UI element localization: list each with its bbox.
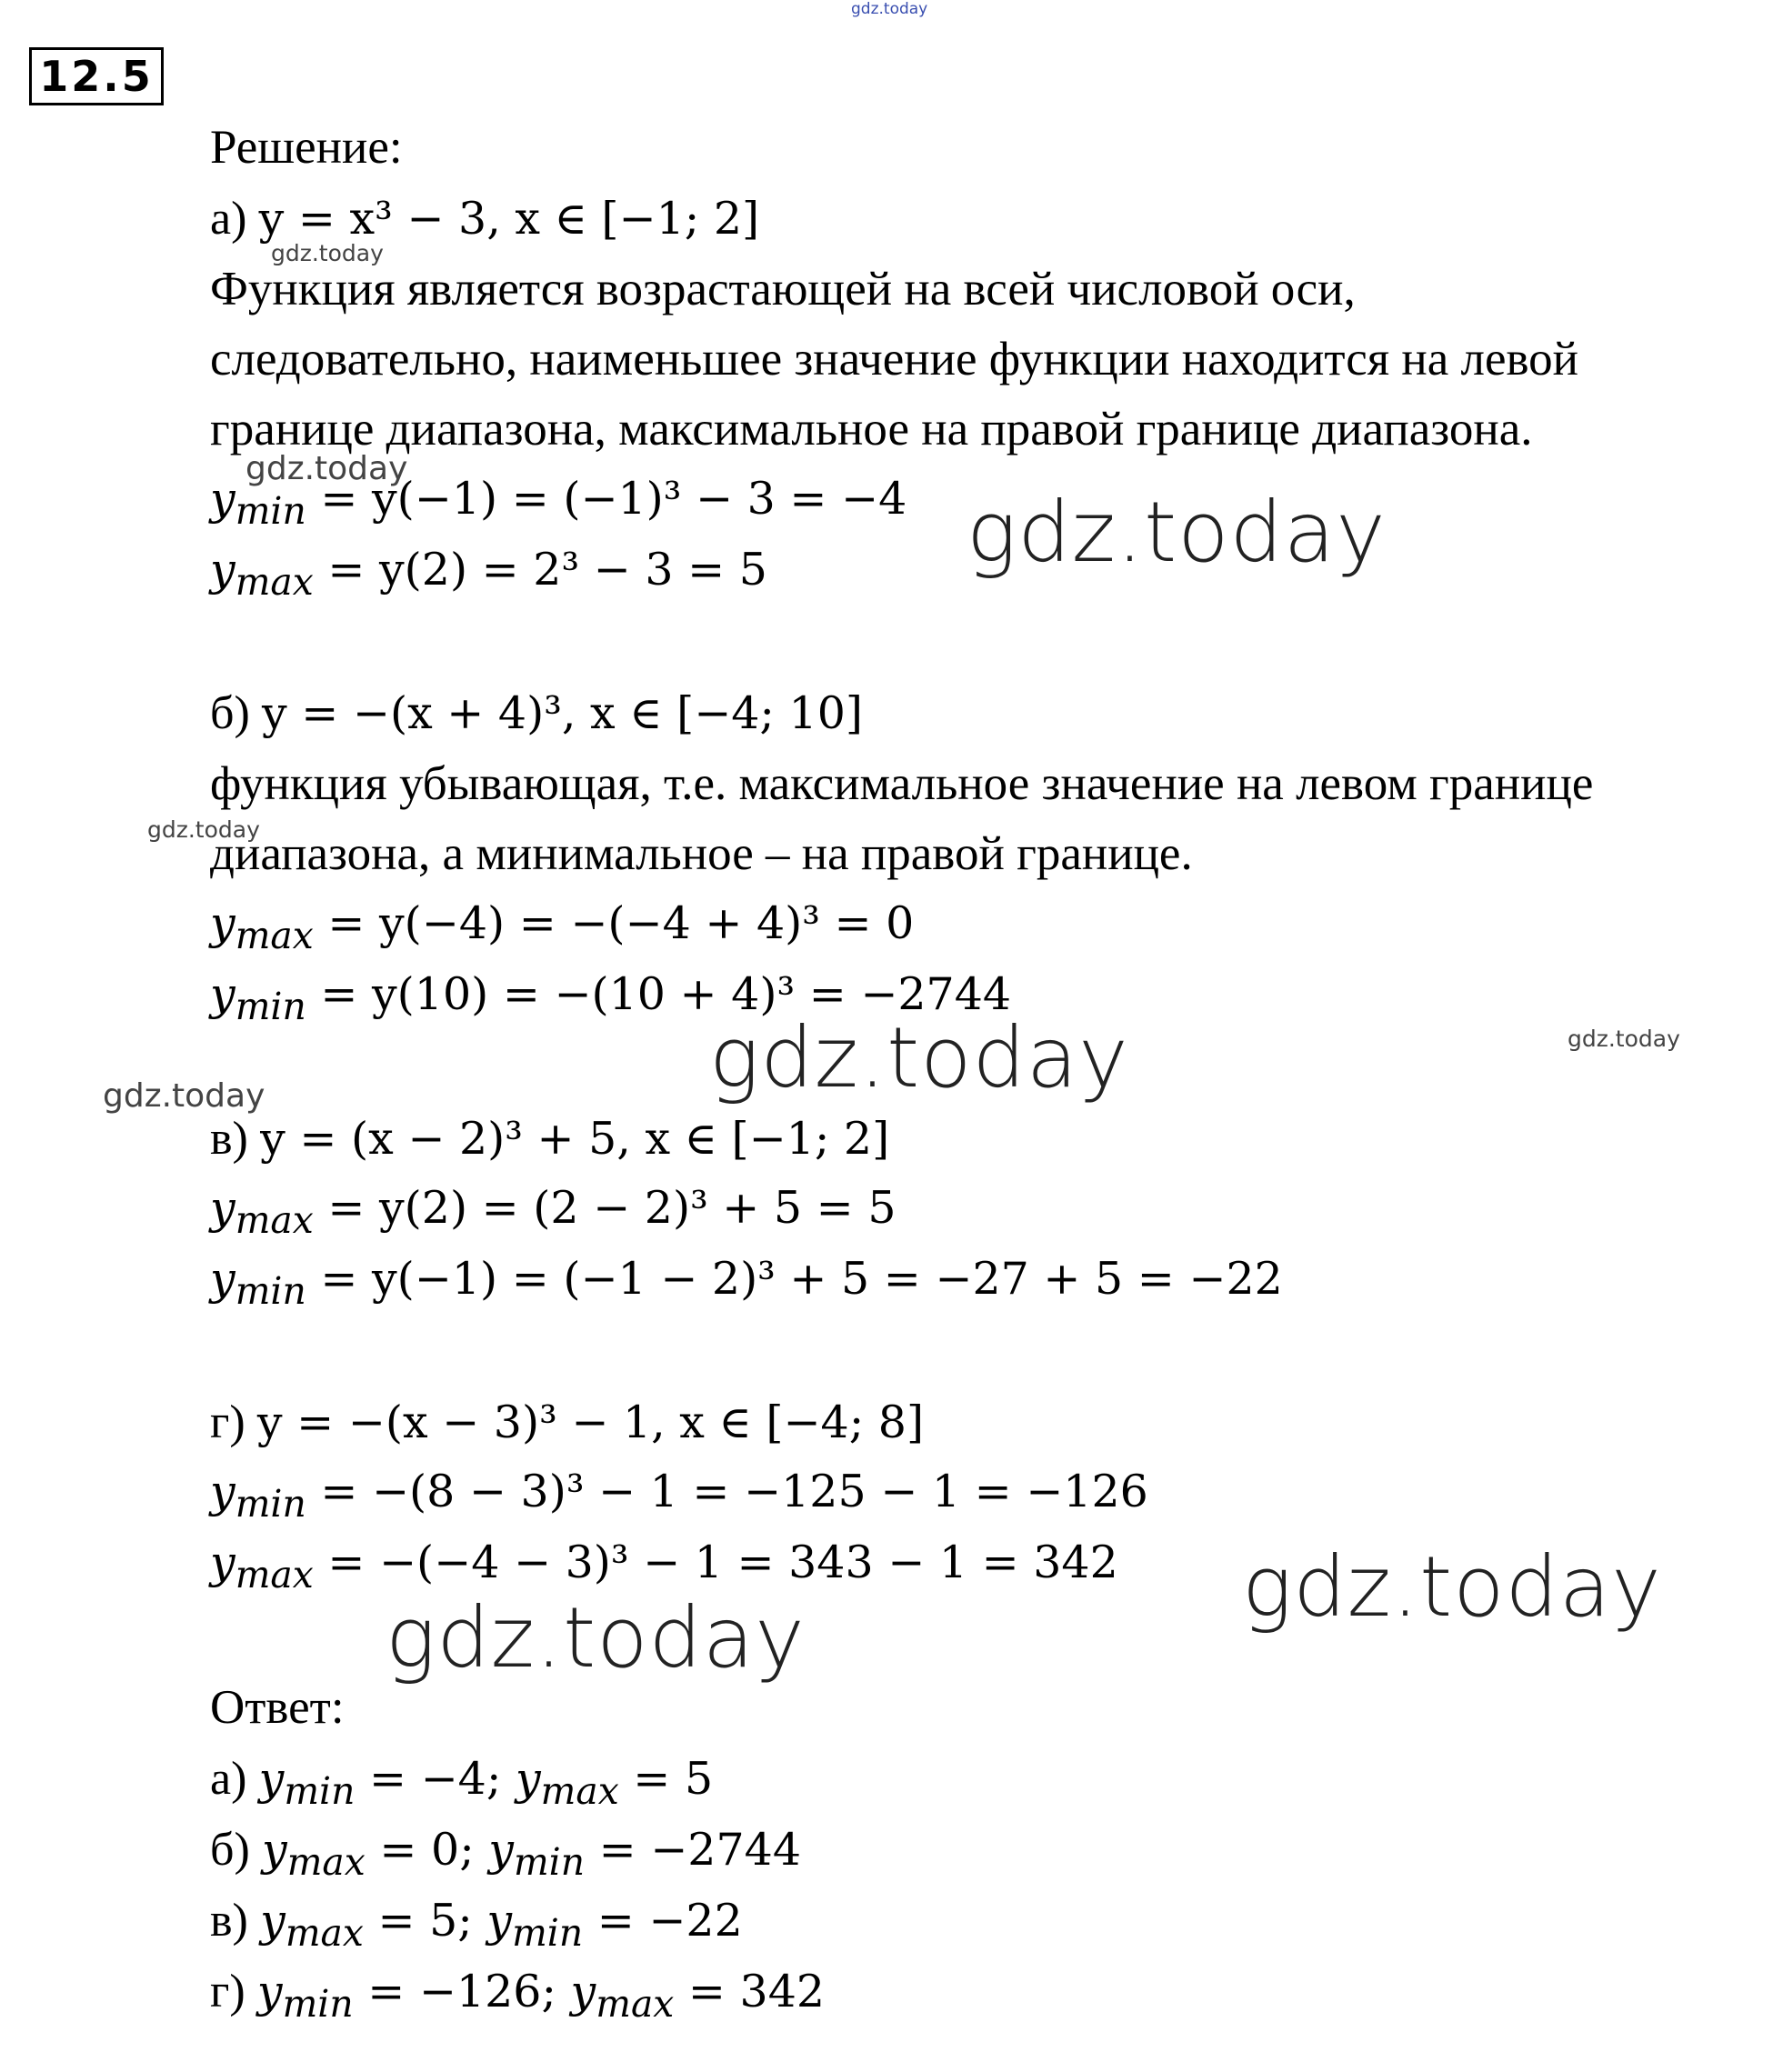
- part-c-statement: [210, 1115, 889, 1163]
- answer-b-max: = 0;: [365, 1824, 489, 1876]
- part-c-max-line: $y_{max} = y(2) = (2 - 2)^3 + 5 = 5$: [210, 1182, 897, 1242]
- part-c-function: y = (x − 2)³ + 5, x ∈ [−1; 2]: [260, 1113, 890, 1165]
- answer-c-max: = 5;: [363, 1895, 487, 1947]
- part-b-max-line: $y_{max} = y(-4) = -(-4 + 4)^3 = 0$: [210, 897, 915, 957]
- part-c-label: в): [210, 1113, 248, 1165]
- problem-number: 12.5: [29, 47, 164, 105]
- part-b-explanation-2: диапазона, а минимальное – на правой границе.: [210, 827, 1193, 880]
- part-a-max-line: $y_{max} = y(2) = 2^3 - 3 = 5$: [210, 544, 767, 604]
- part-a-statement: [210, 195, 759, 243]
- part-b-max-expr: = y(−4) = −(−4 + 4)³ = 0: [327, 897, 915, 949]
- watermark-large: gdz.today: [386, 1589, 806, 1687]
- part-a-explanation-1: Функция является возрастающей на всей числовой оси,: [210, 263, 1356, 315]
- part-a-max-expr: = y(2) = 2³ − 3 = 5: [327, 544, 767, 596]
- solution-heading: Решение:: [210, 121, 403, 174]
- watermark-small: gdz.today: [1568, 1026, 1680, 1052]
- answer-c-label: в): [210, 1895, 248, 1947]
- watermark-medium: gdz.today: [103, 1077, 265, 1115]
- watermark-large: gdz.today: [709, 1009, 1129, 1106]
- part-a-function: y = x³ − 3, x ∈ [−1; 2]: [258, 193, 760, 245]
- watermark-top: gdz.today: [851, 0, 928, 18]
- part-d-statement: [210, 1398, 924, 1446]
- watermark-small: gdz.today: [271, 240, 384, 266]
- part-d-min-expr: = −(8 − 3)³ − 1 = −125 − 1 = −126: [320, 1466, 1148, 1517]
- part-b-function: y = −(x + 4)³, x ∈ [−4; 10]: [262, 687, 863, 739]
- part-b-min-expr: = y(10) = −(10 + 4)³ = −2744: [320, 968, 1012, 1020]
- part-a-explanation-2: следовательно, наименьшее значение функции находится на левой: [210, 333, 1578, 385]
- part-b-min-line: $y_{min} = y(10) = -(10 + 4)^3 = -2744$: [210, 968, 1012, 1028]
- part-c-max-expr: = y(2) = (2 − 2)³ + 5 = 5: [327, 1182, 897, 1234]
- watermark-small: gdz.today: [147, 816, 260, 843]
- answer-c: в) $y_{max} = 5$; $y_{min} = -22$: [210, 1895, 743, 1955]
- answer-a-max: = 5: [618, 1753, 714, 1805]
- answer-c-min: = −22: [583, 1895, 743, 1947]
- answer-b-label: б): [210, 1824, 250, 1876]
- part-b-label: б): [210, 687, 250, 739]
- answer-b: б) $y_{max} = 0$; $y_{min} = -2744$: [210, 1824, 802, 1884]
- watermark-large: gdz.today: [1242, 1538, 1662, 1636]
- part-c-min-line: $y_{min} = y(-1) = (-1 - 2)^3 + 5 = -27 + 5 = -22$: [210, 1253, 1283, 1313]
- answer-b-min: = −2744: [585, 1824, 802, 1876]
- part-d-min-line: $y_{min} = -(8 - 3)^3 - 1 = -125 - 1 = -126$: [210, 1466, 1148, 1526]
- answer-d-label: г): [210, 1966, 245, 2017]
- part-a-label: а): [210, 193, 247, 245]
- watermark-medium: gdz.today: [245, 450, 408, 487]
- answer-d-max: = 342: [674, 1966, 826, 2017]
- answer-a-label: а): [210, 1753, 247, 1805]
- answer-a-min: = −4;: [355, 1753, 516, 1805]
- part-d-function: y = −(x − 3)³ − 1, x ∈ [−4; 8]: [256, 1396, 925, 1448]
- part-b-statement: [210, 689, 863, 737]
- part-a-min-expr: = y(−1) = (−1)³ − 3 = −4: [320, 473, 907, 525]
- part-a-min-line: $y_{min} = y(-1) = (-1)^3 - 3 = -4$: [210, 473, 907, 533]
- part-a-explanation-3: границе диапазона, максимальное на правой границе диапазона.: [210, 403, 1533, 455]
- part-c-min-expr: = y(−1) = (−1 − 2)³ + 5 = −27 + 5 = −22: [320, 1253, 1283, 1305]
- part-b-explanation-1: функция убывающая, т.е. максимальное значение на левом границе: [210, 757, 1594, 810]
- part-d-max-line: $y_{max} = -(-4 - 3)^3 - 1 = 343 - 1 = 342$: [210, 1536, 1118, 1597]
- answer-d: г) $y_{min} = -126$; $y_{max} = 342$: [210, 1966, 826, 2026]
- part-d-max-expr: = −(−4 − 3)³ − 1 = 343 − 1 = 342: [327, 1536, 1118, 1588]
- part-d-label: г): [210, 1396, 245, 1448]
- answer-heading: Ответ:: [210, 1681, 345, 1734]
- answer-d-min: = −126;: [353, 1966, 571, 2017]
- answer-a: а) $y_{min} = -4$; $y_{max} = 5$: [210, 1753, 714, 1813]
- watermark-large: gdz.today: [967, 484, 1387, 581]
